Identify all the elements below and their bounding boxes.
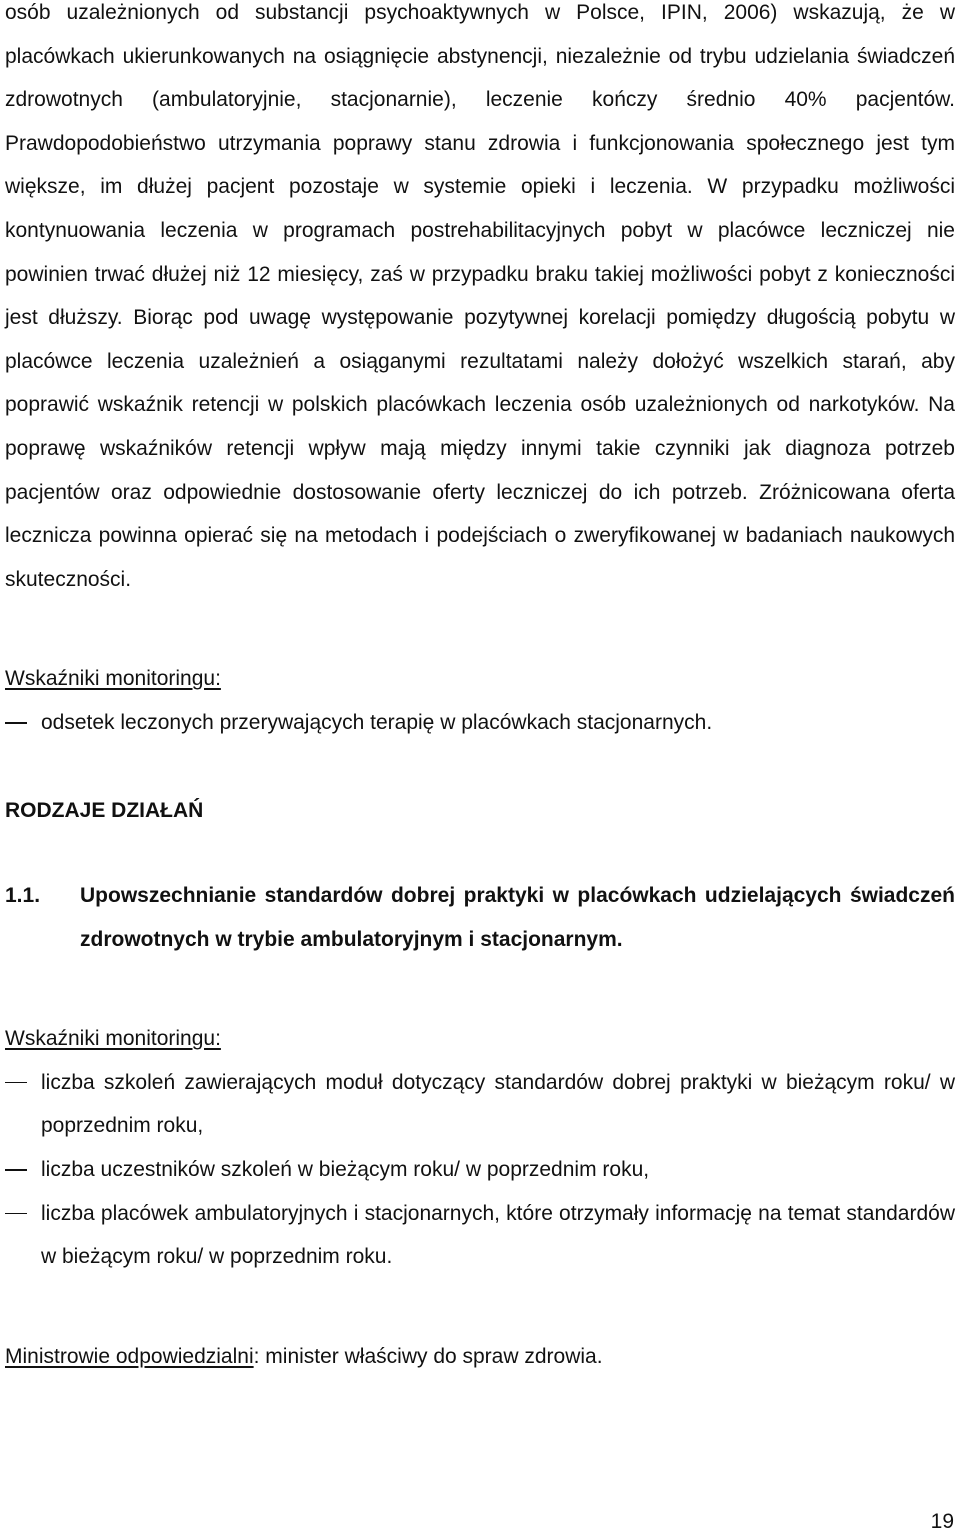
responsible-line [5, 1335, 955, 1379]
monitoring-label-2 [5, 1017, 955, 1061]
dash-bullet-icon [5, 1082, 27, 1084]
section-heading: RODZAJE DZIAŁAŃ [5, 798, 204, 822]
list-item-text: liczba uczestników szkoleń w bieżącym roku/ w poprzednim roku, [41, 1158, 650, 1182]
list-item [5, 1061, 955, 1148]
monitoring-label-text: Wskaźniki monitoringu: [5, 667, 221, 691]
monitoring-list-2 [5, 1061, 955, 1279]
subsection-number: 1.1. [5, 884, 41, 908]
list-item [5, 1192, 955, 1279]
dash-bullet-icon [5, 1169, 27, 1171]
list-item [5, 1148, 955, 1192]
monitoring-label-text: Wskaźniki monitoringu: [5, 1027, 221, 1051]
subsection-title: Upowszechnianie standardów dobrej praktyki w placówkach udzielających świadczeń zdrowotnych w trybie ambulatoryjnym i stacjonarnym. [80, 884, 955, 951]
monitoring-label-1 [5, 657, 955, 701]
list-item-text: odsetek leczonych przerywających terapię w placówkach stacjonarnych. [41, 710, 713, 734]
dash-bullet-icon [5, 722, 27, 724]
monitoring-list-1 [5, 701, 955, 745]
list-item-text: liczba szkoleń zawierających moduł dotyczący standardów dobrej praktyki w bieżącym roku/ w poprzednim roku, [41, 1070, 955, 1138]
subsection-heading [5, 874, 955, 961]
page-number: 19 [930, 1510, 954, 1533]
document-page [5, 0, 955, 1378]
responsible-label: Ministrowie odpowiedzialni [5, 1344, 254, 1368]
list-item [5, 701, 955, 745]
body-paragraph: osób uzależnionych od substancji psychoaktywnych w Polsce, IPIN, 2006) wskazują, że w placówkach ukierunkowanych na osiągnięcie abstynencji, niezależnie od trybu udzielania świadczeń zdrowotnych (ambulatoryjnie, stacjonarnie), leczenie kończy średnio 40% pacjentów. Prawdopodobieństwo utrzymania poprawy stanu zdrowia i funkcjonowania społecznego jest tym większe, im dłużej pacjent pozostaje w systemie opieki i leczenia. W przypadku możliwości kontynuowania leczenia w programach postrehabilitacyjnych pobyt w placówce leczniczej nie powinien trwać dłużej niż 12 miesięcy, zaś w przypadku braku takiej możliwości pobyt z konieczności jest dłuższy. Biorąc pod uwagę występowanie pozytywnej korelacji pomiędzy długością pobytu w placówce leczenia uzależnień a osiąganymi rezultatami należy dołożyć wszelkich starań, aby poprawić wskaźnik retencji w polskich placówkach leczenia osób uzależnionych od narkotyków. Na poprawę wskaźników retencji wpływ mają między innymi takie czynniki jak diagnoza potrzeb pacjentów oraz odpowiednie dostosowanie oferty leczniczej do ich potrzeb. Zróżnicowana oferta lecznicza powinna opierać się na metodach i podejściach o zweryfikowanej w badaniach naukowych skuteczności. [5, 1, 955, 591]
responsible-value: : minister właściwy do spraw zdrowia. [253, 1344, 603, 1368]
dash-bullet-icon [5, 1213, 27, 1215]
list-item-text: liczba placówek ambulatoryjnych i stacjonarnych, które otrzymały informację na temat standardów w bieżącym roku/ w poprzednim roku. [41, 1201, 955, 1269]
